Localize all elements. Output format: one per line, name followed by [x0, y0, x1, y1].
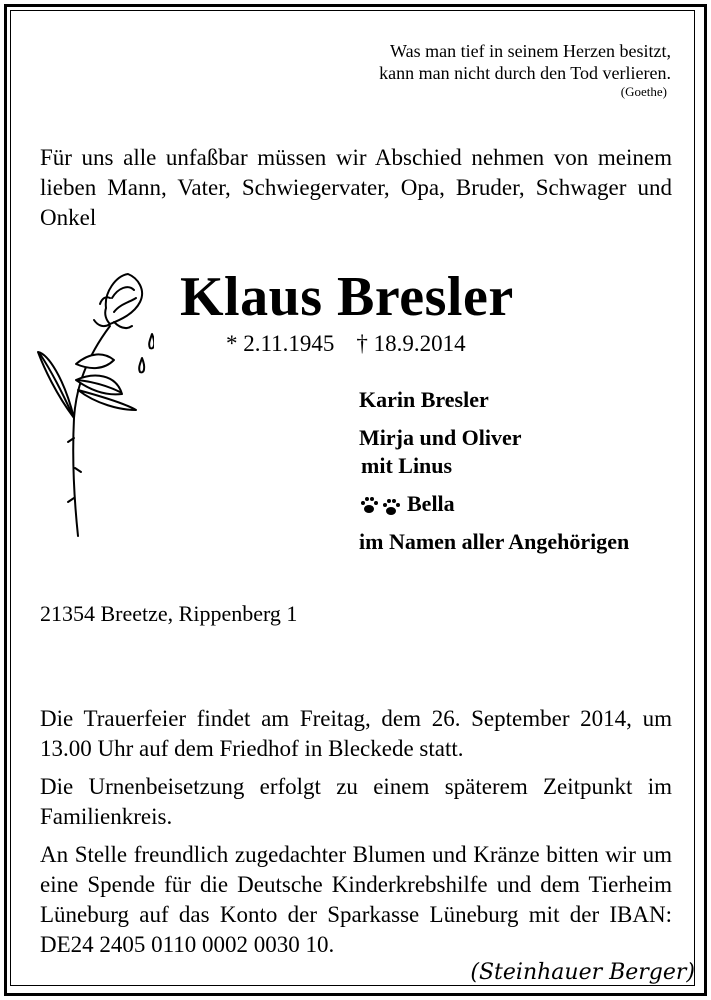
paw-prints-icon: [359, 495, 403, 517]
mourners-block: [359, 386, 629, 566]
address: 21354 Breetze, Rippenberg 1: [40, 601, 298, 626]
mourner-pet: Bella: [407, 491, 455, 516]
quote-line-1: Was man tief in seinem Herzen besitzt,: [390, 41, 671, 61]
mourner-grandchild: mit Linus: [361, 453, 453, 478]
deceased-name: Klaus Bresler: [180, 266, 514, 328]
quote-author: (Goethe): [620, 84, 667, 99]
service-info: [40, 704, 672, 968]
service-urn: Die Urnenbeisetzung erfolgt zu einem späterem Zeitpunkt im Familienkreis.: [40, 774, 672, 829]
undertaker-signature: (Steinhauer Berger): [470, 960, 695, 985]
service-donation: An Stelle freundlich zugedachter Blumen und Kränze bitten wir um eine Spende für die Deutsche Kinderkrebshilfe und dem Tierheim Lüneburg auf das Konto der Sparkasse Lüneburg mit der IBAN: DE24 2405 0110 0002 0030 10.: [40, 842, 672, 957]
death-date: † 18.9.2014: [356, 331, 466, 356]
rose-icon: [34, 268, 154, 540]
service-funeral: Die Trauerfeier findet am Freitag, dem 26. September 2014, um 13.00 Uhr auf dem Friedhof in Bleckede statt.: [40, 706, 672, 761]
life-dates: [226, 329, 466, 359]
mourner-closing: im Namen aller Angehörigen: [359, 529, 630, 554]
goethe-quote: [379, 40, 671, 100]
quote-line-2: kann man nicht durch den Tod verlieren.: [379, 63, 671, 83]
mourner-pet-row: [359, 490, 629, 518]
birth-date: * 2.11.1945: [226, 331, 335, 356]
mourner-children: Mirja und Oliver: [359, 425, 522, 450]
intro-text: Für uns alle unfaßbar müssen wir Abschied nehmen von meinem lieben Mann, Vater, Schwiegervater, Opa, Bruder, Schwager und Onkel: [40, 145, 672, 230]
mourner-wife: Karin Bresler: [359, 387, 489, 412]
